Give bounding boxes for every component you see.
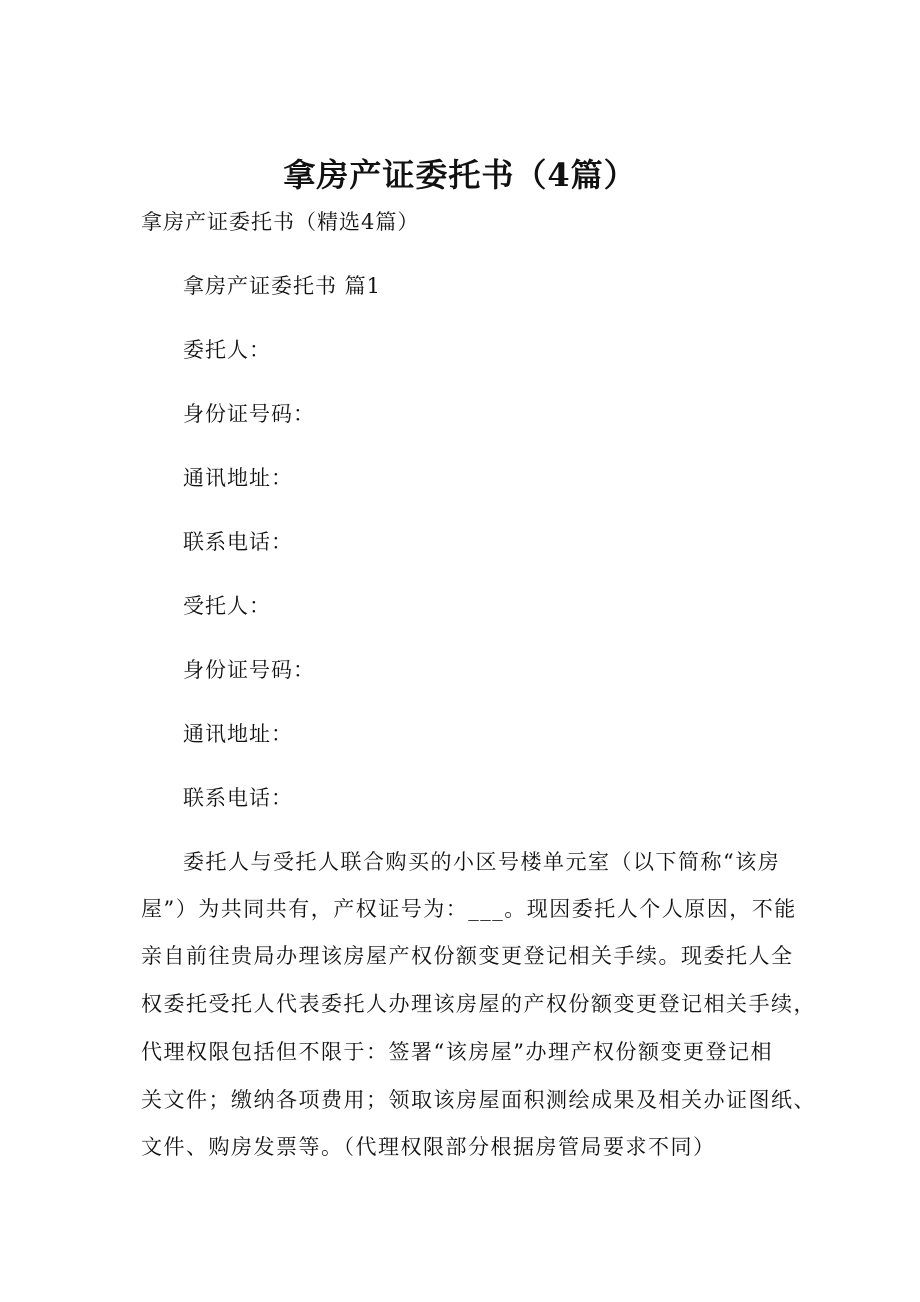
agent-phone-label: 联系电话： [183, 786, 293, 810]
principal-address-label: 通讯地址： [183, 466, 293, 490]
section-heading: 拿房产证委托书 篇1 [183, 274, 382, 298]
paragraph-line: 关文件；缴纳各项费用；领取该房屋面积测绘成果及相关办证图纸、 [141, 1088, 816, 1112]
paragraph-line: 代理权限包括但不限于：签署“该房屋”办理产权份额变更登记相 [141, 1040, 773, 1064]
document-subtitle: 拿房产证委托书（精选4篇） [141, 210, 420, 234]
principal-id-label: 身份证号码： [183, 402, 315, 426]
principal-phone-label: 联系电话： [183, 530, 293, 554]
paragraph-line: 屋”）为共同共有，产权证号为：___。现因委托人个人原因，不能 [141, 897, 797, 921]
agent-id-label: 身份证号码： [183, 658, 315, 682]
paragraph-line: 文件、购房发票等。（代理权限部分根据房管局要求不同） [141, 1135, 716, 1159]
paragraph-line: 权委托受托人代表委托人办理该房屋的产权份额变更登记相关手续， [141, 992, 816, 1016]
paragraph-line: 委托人与受托人联合购买的小区号楼单元室（以下简称“该房 [183, 850, 781, 874]
paragraph-line: 亲自前往贵局办理该房屋产权份额变更登记相关手续。现委托人全 [141, 944, 794, 968]
document-title: 拿房产证委托书（4篇） [283, 156, 637, 194]
principal-label: 委托人： [183, 338, 271, 362]
agent-label: 受托人： [183, 594, 271, 618]
agent-address-label: 通讯地址： [183, 722, 293, 746]
